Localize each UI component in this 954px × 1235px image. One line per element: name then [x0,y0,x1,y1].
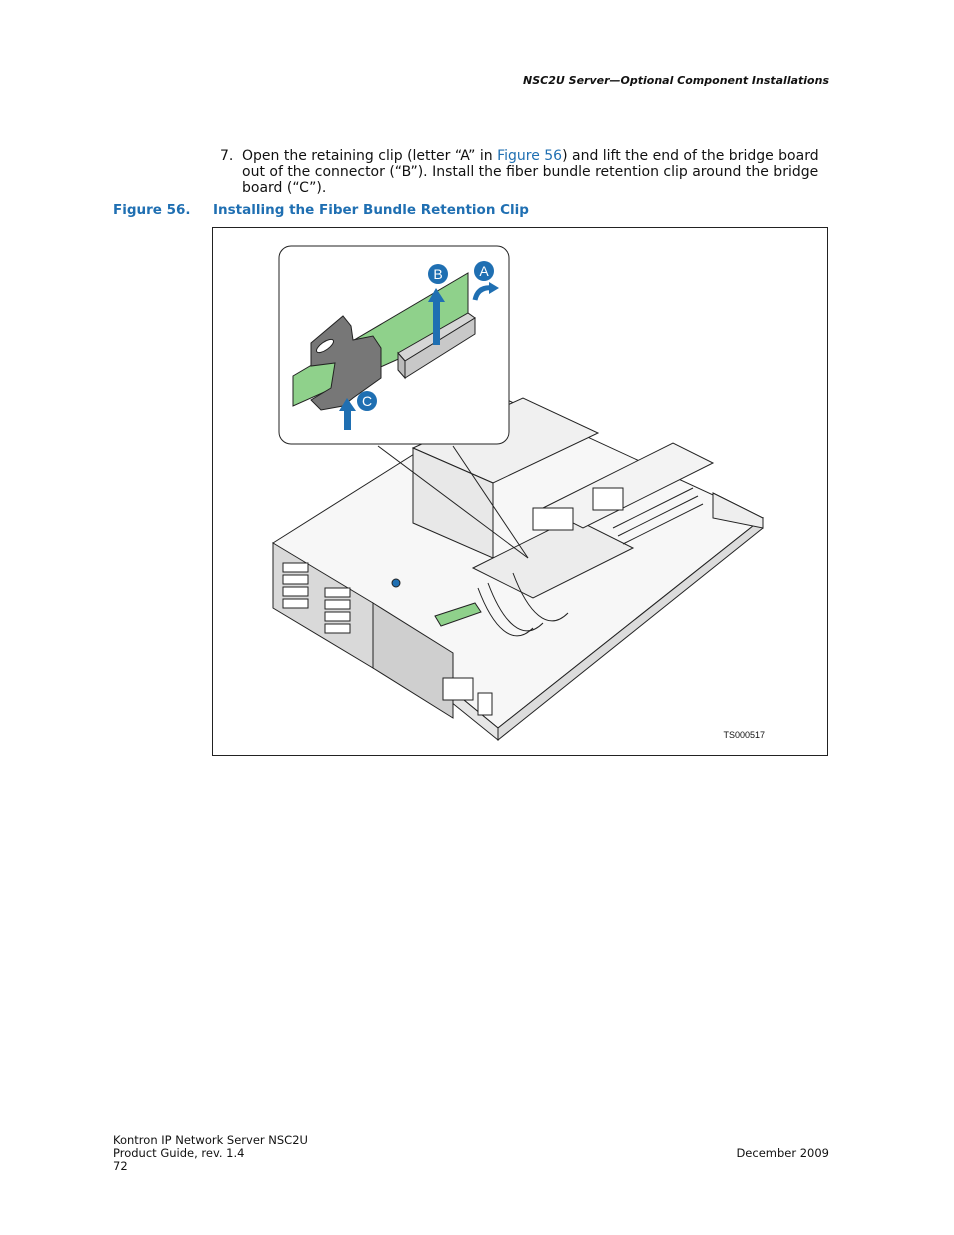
server-chassis [273,398,763,740]
figure-caption [113,202,529,218]
running-header: NSC2U Server—Optional Component Installations [523,74,829,87]
callout-b-text: B [433,266,443,282]
instruction-step [220,148,830,196]
footer-date: December 2009 [736,1146,829,1160]
detail-callout [279,246,509,444]
figure-label: Figure 56. [113,202,191,218]
step-text [242,148,830,196]
step-text-before: Open the retaining clip (letter “A” in [242,148,498,164]
callout-c-text: C [361,393,373,409]
callout-letter-b [428,264,448,284]
step-number: 7. [220,148,234,164]
callout-letter-a [474,261,494,281]
figure-link[interactable]: Figure 56 [497,148,563,164]
step-text-after: ) and lift the end of the bridge board out of the connector (“B”). Install the fiber bundle retention clip around the bridge board (“C”). [242,148,819,196]
footer-guide: Product Guide, rev. 1.4 [113,1146,245,1160]
footer-product: Kontron IP Network Server NSC2U [113,1133,308,1147]
footer-left [113,1134,308,1173]
server-illustration [213,228,828,756]
callout-a-text: A [479,263,489,279]
callout-letter-c [357,391,377,411]
figure-frame [212,227,828,756]
page-number: 72 [113,1159,128,1173]
figure-id: TS000517 [723,730,765,740]
figure-title: Installing the Fiber Bundle Retention Clip [213,202,529,218]
